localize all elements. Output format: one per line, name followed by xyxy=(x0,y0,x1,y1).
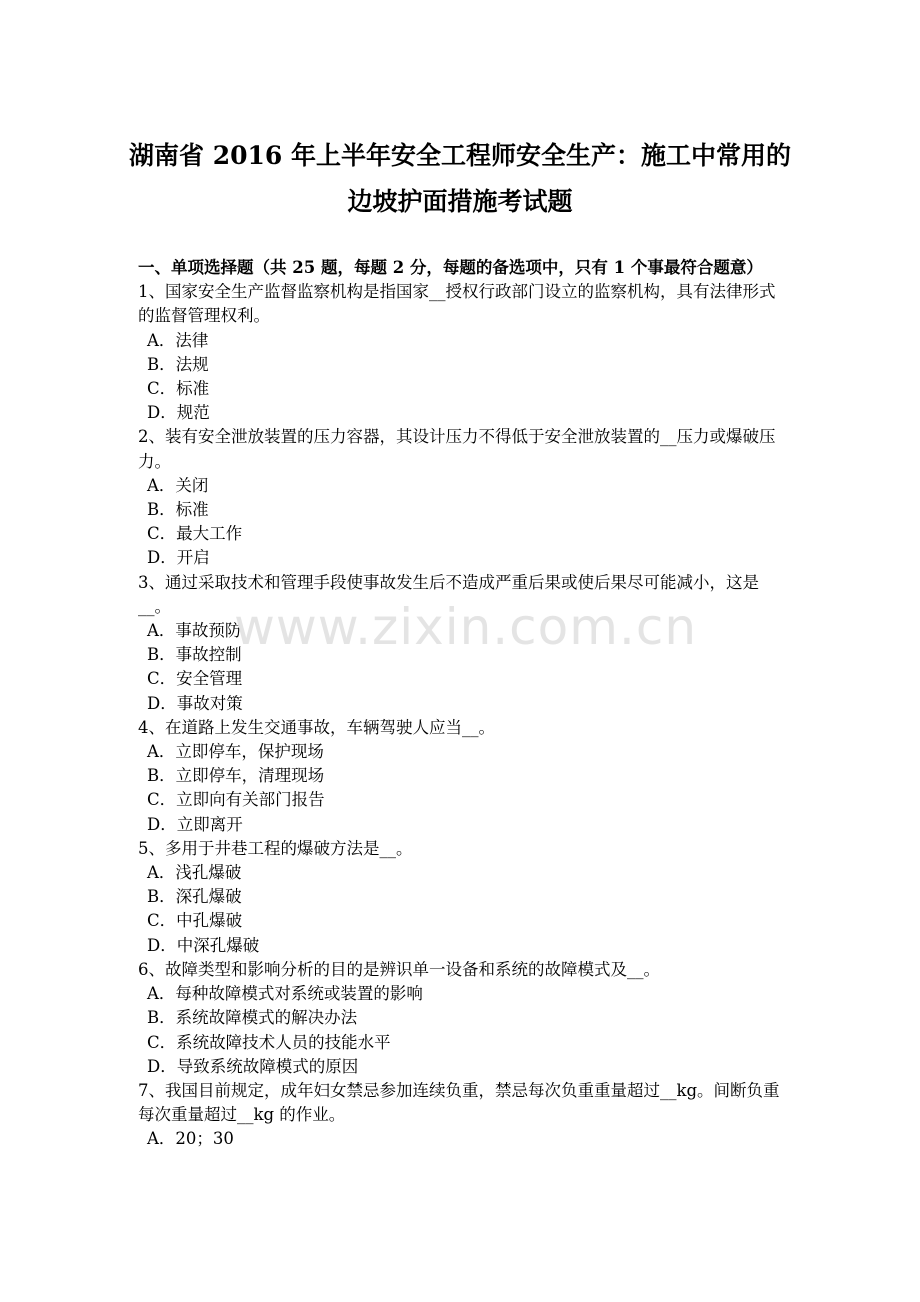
document-title-line-1: 湖南省 2016 年上半年安全工程师安全生产：施工中常用的 xyxy=(129,141,791,170)
option-b: B．立即停车，清理现场 xyxy=(147,766,325,786)
option-a: A．事故预防 xyxy=(147,621,242,641)
option-c: C．最大工作 xyxy=(147,524,243,544)
option-d: D．规范 xyxy=(147,403,210,423)
option-a: A．立即停车，保护现场 xyxy=(147,742,324,762)
option-a: A．20；30 xyxy=(147,1129,234,1149)
option-list xyxy=(138,740,786,837)
document-title-line-2: 边坡护面措施考试题 xyxy=(347,187,573,216)
option-a: A．法律 xyxy=(147,330,209,350)
question-text: 2、装有安全泄放装置的压力容器，其设计压力不得低于安全泄放装置的__压力或爆破压力。 xyxy=(138,427,776,471)
option-list xyxy=(138,619,786,716)
option-c: C．标准 xyxy=(147,379,210,399)
option-list xyxy=(138,329,786,426)
option-b: B．系统故障模式的解决办法 xyxy=(147,1008,358,1028)
option-d: D．开启 xyxy=(147,548,210,568)
question-5 xyxy=(138,837,786,958)
question-text: 7、我国目前规定，成年妇女禁忌参加连续负重，禁忌每次负重重量超过__kg。间断负重每次重量超过__kg 的作业。 xyxy=(138,1080,780,1125)
option-d: D．立即离开 xyxy=(147,814,243,834)
question-text: 4、在道路上发生交通事故，车辆驾驶人应当__。 xyxy=(138,717,495,737)
question-text: 6、故障类型和影响分析的目的是辨识单一设备和系统的故障模式及__。 xyxy=(138,959,660,979)
option-list xyxy=(138,1127,786,1151)
option-d: D．事故对策 xyxy=(147,693,243,713)
watermark-text: www.zixin.com.cn xyxy=(234,598,698,656)
question-1 xyxy=(138,280,786,425)
question-7 xyxy=(138,1079,786,1152)
option-c: C．中孔爆破 xyxy=(147,911,243,931)
option-b: B．深孔爆破 xyxy=(147,887,242,907)
option-d: D．导致系统故障模式的原因 xyxy=(147,1056,359,1076)
question-text: 3、通过采取技术和管理手段使事故发生后不造成严重后果或使后果尽可能减小，这是__。 xyxy=(138,572,759,616)
option-a: A．关闭 xyxy=(147,475,209,495)
question-6 xyxy=(138,958,786,1079)
option-d: D．中深孔爆破 xyxy=(147,935,260,955)
option-list xyxy=(138,474,786,571)
option-c: C．系统故障技术人员的技能水平 xyxy=(147,1032,391,1052)
option-list xyxy=(138,861,786,958)
question-text: 1、国家安全生产监督监察机构是指国家__授权行政部门设立的监察机构，具有法律形式的监督管理权利。 xyxy=(138,282,776,326)
option-b: B．事故控制 xyxy=(147,645,242,665)
question-text: 5、多用于井巷工程的爆破方法是__。 xyxy=(138,838,413,858)
question-3 xyxy=(138,571,786,716)
option-c: C．立即向有关部门报告 xyxy=(147,790,325,810)
option-a: A．每种故障模式对系统或装置的影响 xyxy=(147,984,423,1004)
option-c: C．安全管理 xyxy=(147,669,243,689)
option-list xyxy=(138,982,786,1079)
question-2 xyxy=(138,425,786,570)
option-b: B．法规 xyxy=(147,354,209,374)
option-b: B．标准 xyxy=(147,500,209,520)
question-4 xyxy=(138,716,786,837)
document-body xyxy=(138,256,786,1152)
option-a: A．浅孔爆破 xyxy=(147,863,242,883)
section-heading: 一、单项选择题（共 25 题，每题 2 分，每题的备选项中，只有 1 个事最符合题意） xyxy=(138,258,763,277)
